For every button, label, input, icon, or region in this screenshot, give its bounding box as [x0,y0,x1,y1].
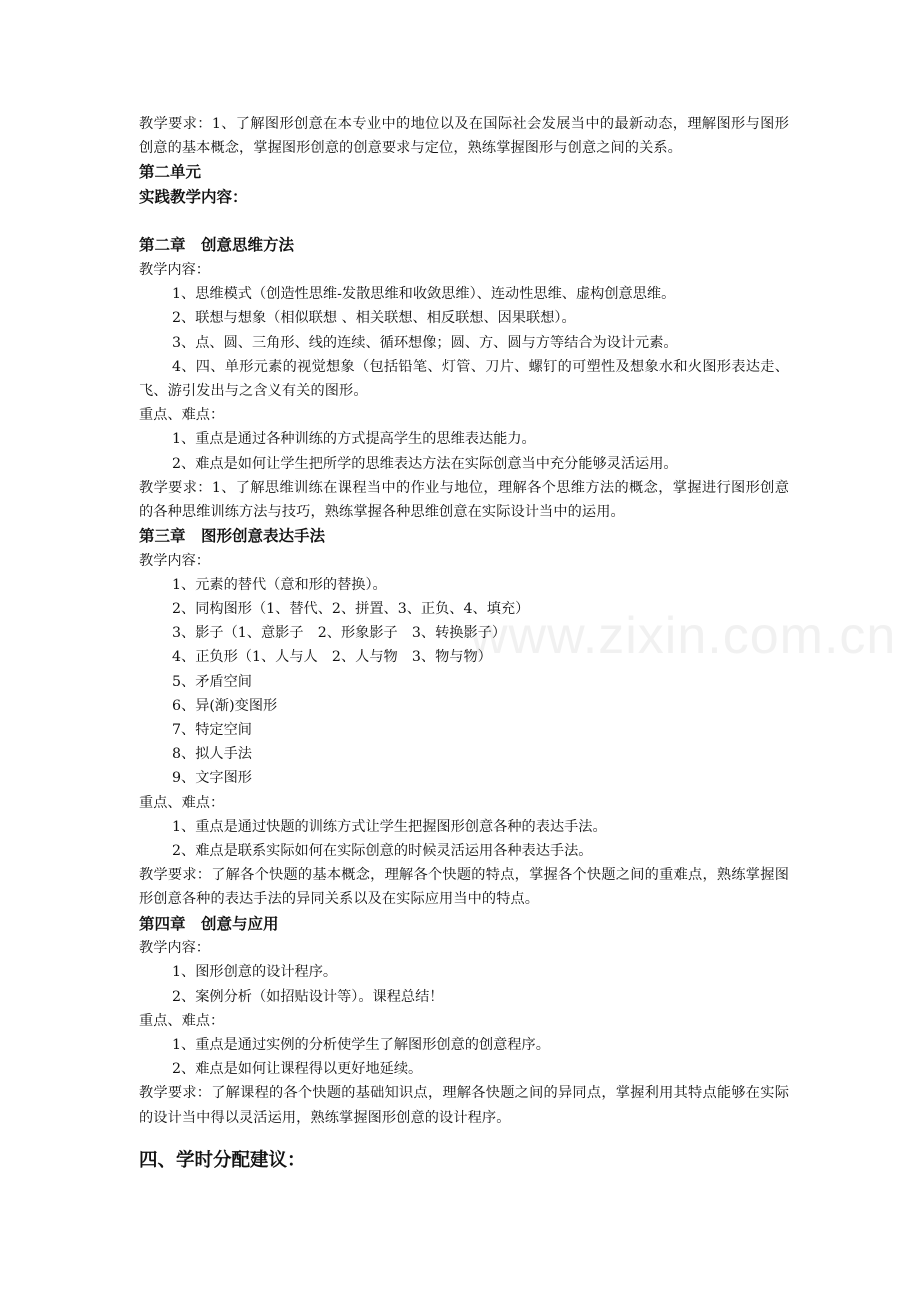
chapter-3-key-item: 1、重点是通过快题的训练方式让学生把握图形创意各种的表达手法。 [172,818,607,835]
chapter-3-title: 第三章 图形创意表达手法 [139,527,326,546]
unit-title: 第二单元 [139,163,202,182]
chapter-3-item: 6、异(渐)变图形 [172,697,278,714]
chapter-3-item: 1、元素的替代（意和形的替换）。 [172,576,387,593]
chapter-2-item: 2、联想与想象（相似联想 、相关联想、相反联想、因果联想）。 [172,310,576,327]
chapter-4-key-item: 2、难点是如何让课程得以更好地延续。 [172,1061,423,1078]
chapter-3-item: 8、拟人手法 [172,746,252,763]
chapter-2-key-label: 重点、难点： [139,407,225,424]
chapter-2-item: 3、点、圆、三角形、线的连续、循环想像；圆、方、圆与方等结合为设计元素。 [172,334,678,351]
chapter-3-key-item: 2、难点是联系实际如何在实际创意的时候灵活运用各种表达手法。 [172,843,593,860]
chapter-2-key-item: 2、难点是如何让学生把所学的思维表达方法在实际创意当中充分能够灵活运用。 [172,455,678,472]
chapter-4-content-label: 教学内容： [139,940,210,957]
chapter-4-item: 2、案例分析（如招贴设计等）。课程总结！ [172,988,444,1005]
watermark: www.zixin.com.cn [470,607,897,665]
chapter-4-title: 第四章 创意与应用 [139,914,279,933]
section-4-title: 四、学时分配建议： [139,1149,306,1171]
document-page [139,112,789,1176]
chapter-3-item: 7、特定空间 [172,722,252,739]
chapter-3-requirement: 教学要求：了解各个快题的基本概念，理解各个快题的特点，掌握各个快题之间的重难点，熟练掌握图形创意各种的表达手法的异同关系以及在实际应用当中的特点。 [139,867,789,908]
chapter-4-key-item: 1、重点是通过实例的分析使学生了解图形创意的创意程序。 [172,1037,550,1053]
practice-title: 实践教学内容： [139,187,248,206]
chapter-3-item: 5、矛盾空间 [172,673,252,690]
chapter-2-title: 第二章 创意思维方法 [139,236,295,255]
chapter-2-requirement: 教学要求：1、了解思维训练在课程当中的作业与地位，理解各个思维方法的概念，掌握进行图形创意的各种思维训练方法与技巧，熟练掌握各种思维创意在实际设计当中的运用。 [139,479,789,520]
chapter-2-key-item: 1、重点是通过各种训练的方式提高学生的思维表达能力。 [172,431,536,448]
chapter-4-item: 1、图形创意的设计程序。 [172,964,338,981]
chapter-4-key-label: 重点、难点： [139,1012,225,1029]
chapter-3-item: 2、同构图形（1、替代、2、拼置、3、正负、4、填充） [172,601,530,618]
spacer [139,209,789,233]
chapter-4-requirement: 教学要求：了解课程的各个快题的基础知识点，理解各快题之间的异同点，掌握利用其特点能够在实际的设计当中得以灵活运用，熟练掌握图形创意的设计程序。 [139,1085,789,1126]
chapter-3-item: 4、正负形（1、人与人 2、人与物 3、物与物） [172,649,492,666]
chapter-2-content-label: 教学内容： [139,261,210,278]
chapter-2-item: 1、思维模式（创造性思维-发散思维和收敛思维）、连动性思维、虚构创意思维。 [172,286,676,303]
chapter-3-key-label: 重点、难点： [139,794,225,811]
intro-requirement: 教学要求：1、了解图形创意在本专业中的地位以及在国际社会发展当中的最新动态，理解图形与图形创意的基本概念，掌握图形创意的创意要求与定位，熟练掌握图形与创意之间的关系。 [139,116,789,157]
chapter-3-item: 9、文字图形 [172,770,252,787]
chapter-3-content-label: 教学内容： [139,552,210,569]
chapter-3-item: 3、影子（1、意影子 2、形象影子 3、转换影子） [172,625,507,642]
chapter-2-item: 4、四、单形元素的视觉想象（包括铅笔、灯管、刀片、螺钉的可塑性及想象水和火图形表达走、飞、游引发出与之含义有关的图形。 [139,358,789,399]
